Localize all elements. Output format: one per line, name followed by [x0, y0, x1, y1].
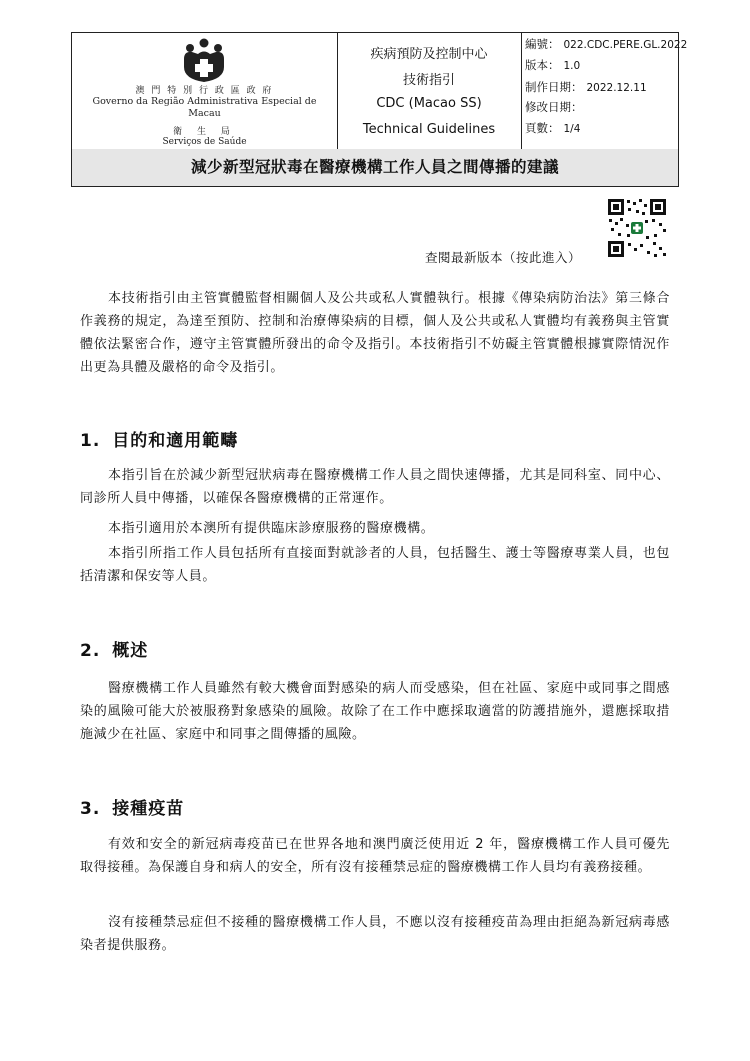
section-heading-1: [80, 426, 238, 451]
header-logo-cell: [72, 33, 338, 149]
header-row: [72, 33, 688, 150]
section-number: 2.: [80, 641, 101, 661]
section-number: 3.: [80, 799, 101, 819]
section-3-paragraph: 沒有接種禁忌症但不接種的醫療機構工作人員，不應以沒有接種疫苗為理由拒絕為新冠病毒感染者提供服務。: [80, 915, 670, 953]
section-number: 1.: [80, 431, 101, 451]
meta-line-pages: [525, 120, 580, 136]
header-title-line: 疾病預防及控制中心: [370, 47, 488, 62]
header-title-line: Technical Guidelines: [362, 122, 496, 137]
qr-caption-link[interactable]: 查閱最新版本（按此進入）: [425, 250, 582, 265]
meta-value: 2022.12.11: [586, 82, 647, 94]
section-1-paragraph: 本指引適用於本澳所有提供臨床診療服務的醫療機構。: [108, 521, 435, 536]
meta-label: 修改日期：: [525, 100, 583, 114]
section-title: 目的和適用範疇: [112, 431, 239, 451]
meta-line-version: [525, 57, 580, 73]
section-3-paragraph: 有效和安全的新冠病毒疫苗已在世界各地和澳門廣泛使用近 2 年，醫療機構工作人員可優先取得接種。為保護自身和病人的安全，所有沒有接種禁忌症的醫療機構工作人員均有義務接種。: [80, 837, 670, 875]
meta-label: 版本：: [525, 58, 560, 72]
header-title-line: CDC (Macao SS): [376, 96, 482, 111]
section-title: 概述: [112, 641, 149, 661]
section-1-paragraph: 本指引旨在於減少新型冠狀病毒在醫療機構工作人員之間快速傳播，尤其是同科室、同中心、同診所人員中傳播，以確保各醫療機構的正常運作。: [80, 468, 670, 506]
dept-name-chinese: 衛 生 局: [173, 127, 236, 137]
health-bureau-logo-icon: [180, 37, 228, 83]
meta-line-created: [525, 79, 647, 95]
meta-value: 1/4: [563, 123, 581, 135]
intro-paragraph: 本技術指引由主管實體監督相關個人及公共或私人實體執行。根據《傳染病防治法》第三條合作義務的規定，為達至預防、控制和治療傳染病的目標，個人及公共或私人實體均有義務與主管實體依法緊密合作，遵守主管實體所發出的命令及指引。本技術指引不妨礙主管實體根據實際情況作出更為具體及嚴格的命令及指引。: [80, 291, 670, 375]
header-meta-cell: [521, 33, 688, 149]
document-header: [71, 32, 688, 187]
document-title: 減少新型冠狀毒在醫療機構工作人員之間傳播的建議: [72, 149, 678, 186]
section-1-paragraph: 本指引所指工作人員包括所有直接面對就診者的人員，包括醫生、護士等醫療專業人員，也包括清潔和保安等人員。: [80, 546, 670, 584]
header-title-line: 技術指引: [402, 73, 455, 88]
meta-line-modified: [525, 99, 587, 115]
section-2-paragraph: 醫療機構工作人員雖然有較大機會面對感染的病人而受感染，但在社區、家庭中或同事之間感染的風險可能大於被服務對象感染的風險。故除了在工作中應採取適當的防護措施外，還應採取措施減少在社區、家庭中和同事之間傳播的風險。: [80, 681, 670, 742]
meta-value: 022.CDC.PERE.GL.2022: [563, 39, 688, 51]
meta-value: 1.0: [563, 60, 581, 72]
dept-name-portuguese: Serviços de Saúde: [162, 137, 247, 147]
org-name-portuguese: Governo da Região Administrativa Especial de Macau: [92, 96, 317, 119]
meta-line-code: [525, 36, 687, 52]
section-title: 接種疫苗: [112, 799, 185, 819]
section-heading-3: [80, 794, 184, 819]
org-name-chinese: 澳 門 特 別 行 政 區 政 府: [135, 86, 274, 96]
meta-label: 制作日期：: [525, 80, 583, 94]
header-title-cell: [337, 33, 522, 149]
meta-label: 編號：: [525, 37, 560, 51]
meta-label: 頁數：: [525, 121, 560, 135]
qr-code-icon[interactable]: [607, 198, 667, 258]
section-heading-2: [80, 636, 148, 661]
